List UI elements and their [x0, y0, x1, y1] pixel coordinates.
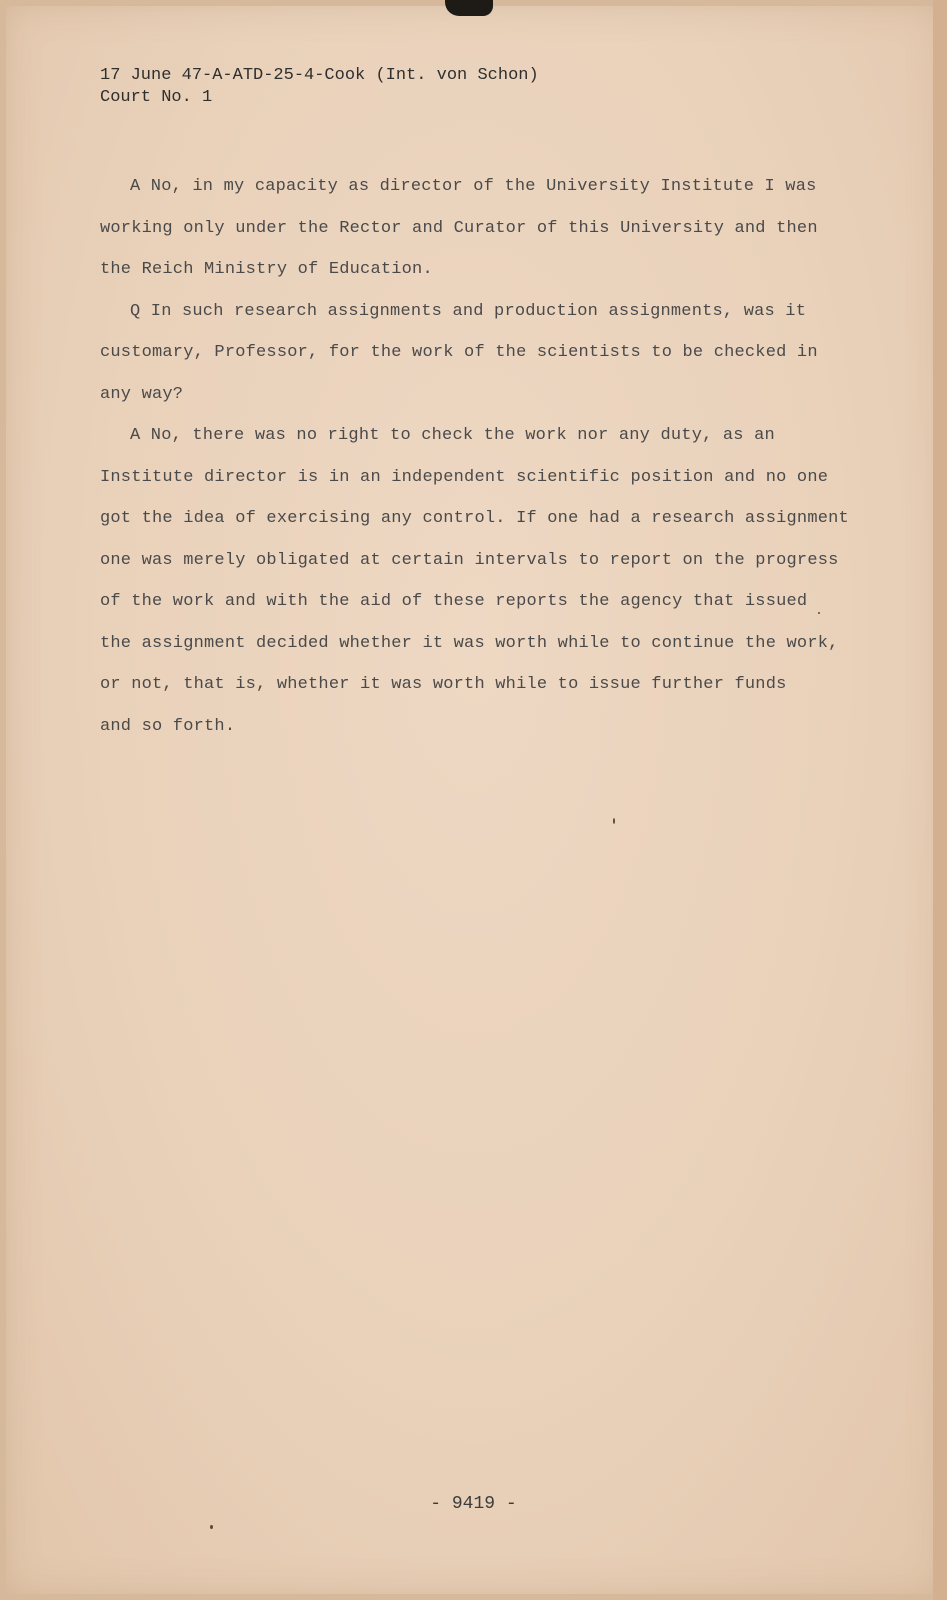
- paper-speck: [613, 818, 615, 824]
- text-line: working only under the Rector and Curator of this University and then: [100, 218, 818, 238]
- text-line: customary, Professor, for the work of the scientists to be checked in: [100, 343, 818, 362]
- text-line: one was merely obligated at certain intervals to report on the progress: [100, 550, 839, 570]
- text-line: the Reich Ministry of Education.: [100, 260, 433, 279]
- text-line: got the idea of exercising any control. If one had a research assignment: [100, 509, 849, 528]
- paper-edge: [933, 0, 947, 1600]
- header-line-2: Court No. 1: [100, 88, 213, 107]
- answer-paragraph-1: [100, 166, 840, 291]
- text-line: the assignment decided whether it was worth while to continue the work,: [100, 633, 839, 653]
- text-line: any way?: [100, 384, 184, 404]
- text-line: A No, there was no right to check the work nor any duty, as an: [130, 426, 775, 445]
- header-line-1: 17 June 47-A-ATD-25-4-Cook (Int. von Schon): [100, 66, 539, 85]
- text-line: or not, that is, whether it was worth while to issue further funds: [100, 675, 787, 694]
- document-header: [100, 65, 539, 109]
- paper-tear: [445, 0, 493, 16]
- question-paragraph: [100, 291, 840, 416]
- page-number: - 9419 -: [430, 1494, 517, 1514]
- text-line: Institute director is in an independent scientific position and no one: [100, 467, 829, 487]
- text-line: of the work and with the aid of these reports the agency that issued: [100, 592, 808, 611]
- transcript-body: [100, 166, 849, 747]
- text-line: A No, in my capacity as director of the University Institute I was: [130, 177, 817, 196]
- paper-speck: [818, 612, 820, 614]
- answer-paragraph-2: [100, 415, 849, 747]
- paper-speck: [210, 1525, 213, 1529]
- text-line: and so forth.: [100, 716, 236, 736]
- text-line: Q In such research assignments and production assignments, was it: [130, 301, 807, 321]
